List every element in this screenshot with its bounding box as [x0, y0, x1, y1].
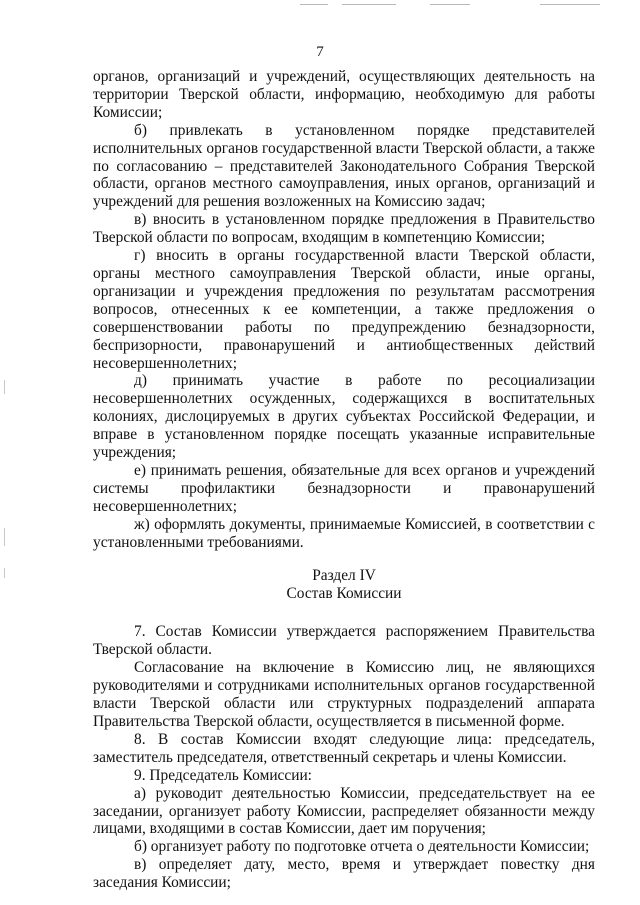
paragraph: Согласование на включение в Комиссию лиц, не являющихся руководителями и сотрудниками исполнительных органов государственной власти Тверской области или структурных подразделений аппарата Правительства Тверской области, осуществляется в письменной форме. — [93, 659, 595, 730]
section-title: Состав Комиссии — [286, 585, 402, 603]
scan-artifact-top — [300, 4, 328, 5]
paragraph: 9. Председатель Комиссии: — [134, 766, 312, 784]
scan-artifact-top — [430, 4, 470, 5]
scan-artifact-edge — [4, 380, 5, 394]
paragraph: в) определяет дату, место, время и утверждает повестку дня заседания Комиссии; — [93, 856, 595, 892]
paragraphs-bottom — [93, 623, 595, 892]
section-number: Раздел IV — [312, 567, 376, 585]
paragraph: 7. Состав Комиссии утверждается распоряжением Правительства Тверской области. — [93, 623, 595, 659]
paragraph: 8. В состав Комиссии входят следующие лица: председатель, заместитель председателя, ответственный секретарь и члены Комиссии. — [93, 730, 595, 766]
paragraph: а) руководит деятельностью Комиссии, председательствует на ее заседании, организует работу Комиссии, распределяет обязанности между лицами, входящими в состав Комиссии, дает им поручения; — [93, 784, 595, 838]
scan-artifact-top — [540, 4, 600, 5]
paragraph: б) привлекать в установленном порядке представителей исполнительных органов государственной власти Тверской области, а также по согласованию – представителей Законодательного Собрания Тверской области, органов местного самоуправления, иных органов, организаций и учреждений для решения возложенных на Комиссию задач; — [93, 121, 595, 211]
page-number: 7 — [316, 44, 324, 60]
section-heading — [93, 567, 595, 603]
scan-artifact-edge — [4, 528, 5, 546]
paragraph: в) вносить в установленном порядке предложения в Правительство Тверской области по вопросам, входящим в компетенцию Комиссии; — [93, 211, 595, 247]
scan-artifact-top — [342, 4, 396, 5]
paragraph: органов, организаций и учреждений, осуществляющих деятельность на территории Тверской области, информацию, необходимую для работы Комиссии; — [93, 68, 595, 121]
document-body — [93, 68, 595, 892]
paragraph: б) организует работу по подготовке отчета о деятельности Комиссии; — [134, 838, 590, 856]
paragraph: г) вносить в органы государственной власти Тверской области, органы местного самоуправления Тверской области, иные органы, организации и учреждения предложения по результатам рассмотрения вопросов, отнесенных к ее компетенции, а также предложения о совершенствовании работы по предупреждению безнадзорности, беспризорности, правонарушений и антиобщественных действий несовершеннолетних; — [93, 247, 595, 372]
scan-artifact-edge — [4, 568, 5, 578]
paragraph: д) принимать участие в работе по ресоциализации несовершеннолетних осужденных, содержащихся в воспитательных колониях, дислоцируемых в других субъектах Российской Федерации, и вправе в установленном порядке посещать указанные исправительные учреждения; — [93, 372, 595, 462]
paragraph: ж) оформлять документы, принимаемые Комиссией, в соответствии с установленными требованиями. — [93, 515, 595, 551]
paragraphs-top — [93, 68, 595, 551]
paragraph: е) принимать решения, обязательные для всех органов и учреждений системы профилактики безнадзорности и правонарушений несовершеннолетних; — [93, 461, 595, 515]
